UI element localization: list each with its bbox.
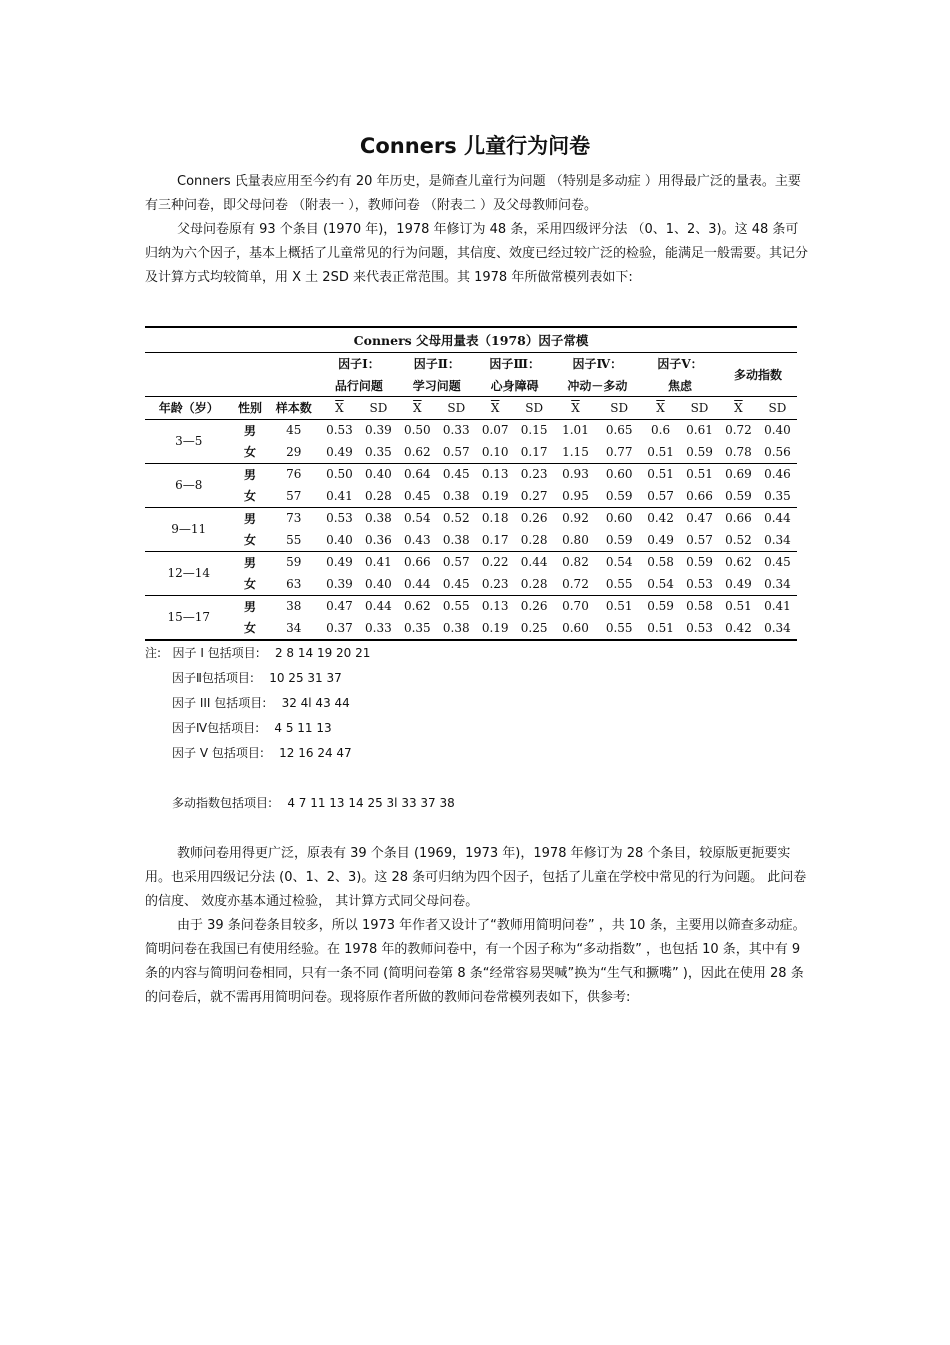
value-cell: 0.42 <box>719 617 758 640</box>
mean-symbol: $\overline{X}$ <box>335 400 344 415</box>
intro-paragraph-1: Conners 氏量表应用至今约有 20 年历史，是筛查儿童行为问题 （特别是多动症 ）用得最广泛的量表。主要有三种问卷，即父母问卷 （附表一 ），教师问卷 （附表二 ）及父母教师问卷。 <box>145 174 801 213</box>
n-cell: 29 <box>286 444 302 459</box>
table-row <box>145 441 797 463</box>
value-cell: 0.50 <box>320 463 359 485</box>
value-cell: 0.17 <box>520 444 548 459</box>
value-cell: 0.60 <box>597 507 641 529</box>
intro-paragraph-2: 父母问卷原有 93 个条目 (1970 年)，1978 年修订为 48 条，采用四级评分法 （0、1、2、3)。这 48 条可归纳为六个因子，基本上概括了儿童常见的行为问题，其信度、效度已经过较广泛的检验，能满足一般需要。其记分及计算方式均较简单，用 X 土 2SD 来代表正常范围。其 1978 年所做常模列表如下: <box>145 222 809 285</box>
note-row-1 <box>145 641 455 666</box>
n-cell: 45 <box>267 419 320 441</box>
value-cell: 0.15 <box>515 419 554 441</box>
value-cell: 0.57 <box>647 488 674 503</box>
value-cell: 0.64 <box>398 463 437 485</box>
value-cell: 0.47 <box>680 507 719 529</box>
note-value: 4 5 11 13 <box>274 721 332 735</box>
value-cell: 0.55 <box>605 576 633 591</box>
value-cell: 0.50 <box>398 419 437 441</box>
value-cell: 0.28 <box>365 488 392 503</box>
value-cell: 0.41 <box>359 551 398 573</box>
factor-name: 学习问题 <box>412 378 461 393</box>
n-cell: 57 <box>286 488 302 503</box>
outro-section <box>145 842 810 1010</box>
value-cell: 0.70 <box>554 595 598 617</box>
value-cell: 0.53 <box>686 576 713 591</box>
value-cell: 0.57 <box>686 532 713 547</box>
value-cell: 0.33 <box>437 419 476 441</box>
value-cell: 0.26 <box>515 507 554 529</box>
value-cell: 0.78 <box>725 444 752 459</box>
value-cell: 1.01 <box>554 419 598 441</box>
page-title: Conners 儿童行为问卷 <box>359 134 591 158</box>
value-cell: 0.41 <box>326 488 353 503</box>
value-cell: 0.93 <box>554 463 598 485</box>
note-value: 2 8 14 19 20 21 <box>274 646 371 660</box>
value-cell: 0.40 <box>326 532 353 547</box>
note-label: 因子 III 包括项目: <box>172 696 267 710</box>
n-cell: 73 <box>267 507 320 529</box>
age-cell: 9—11 <box>145 507 232 551</box>
col-sex: 性别 <box>232 397 267 420</box>
table-row <box>145 485 797 507</box>
value-cell: 0.59 <box>680 551 719 573</box>
note-row-4 <box>145 716 455 741</box>
col-mean <box>641 397 680 420</box>
n-cell: 34 <box>267 617 320 640</box>
value-cell: 1.15 <box>562 444 589 459</box>
value-cell: 0.42 <box>641 507 680 529</box>
header-blank <box>145 353 320 397</box>
col-n: 样本数 <box>267 397 320 420</box>
mean-symbol: $\overline{X}$ <box>571 400 580 415</box>
note-prefix: 注: <box>145 646 162 660</box>
value-cell: 0.80 <box>562 532 589 547</box>
outro-paragraph-1: 教师问卷用得更广泛，原表有 39 个条目 (1969，1973 年)，1978 年修订为 28 个条目，较原版更扼要实用。也采用四级记分法 (0、1、2、3)。这 28 条可归纳为四个因子，包括了儿童在学校中常见的行为问题。 此问卷的信度、 效度亦基本通过检验， 其计算方式同父母问卷。 <box>145 846 807 909</box>
value-cell: 0.51 <box>719 595 758 617</box>
value-cell: 0.18 <box>476 507 515 529</box>
value-cell: 0.66 <box>686 488 713 503</box>
value-cell: 0.77 <box>605 444 633 459</box>
value-cell: 0.49 <box>647 532 674 547</box>
sex-cell: 男 <box>232 551 267 573</box>
table-row <box>145 507 797 529</box>
value-cell: 0.34 <box>764 576 791 591</box>
value-cell: 0.40 <box>365 576 392 591</box>
value-cell: 0.51 <box>647 444 674 459</box>
value-cell: 0.59 <box>725 488 752 503</box>
value-cell: 0.49 <box>326 444 353 459</box>
value-cell: 0.66 <box>719 507 758 529</box>
value-cell: 0.34 <box>764 532 791 547</box>
n-cell: 55 <box>286 532 302 547</box>
value-cell: 0.45 <box>758 551 797 573</box>
mean-symbol: $\overline{X}$ <box>656 400 665 415</box>
value-cell: 0.25 <box>515 617 554 640</box>
value-cell: 0.10 <box>481 444 509 459</box>
n-cell: 38 <box>267 595 320 617</box>
index-header: 多动指数 <box>719 353 797 397</box>
value-cell: 0.60 <box>554 617 598 640</box>
value-cell: 0.44 <box>403 576 431 591</box>
value-cell: 0.49 <box>725 576 752 591</box>
value-cell: 0.28 <box>520 532 548 547</box>
intro-section <box>145 170 810 290</box>
factor-label: 因子Ⅲ： <box>476 353 554 375</box>
value-cell: 0.23 <box>515 463 554 485</box>
value-cell: 0.95 <box>562 488 589 503</box>
value-cell: 0.35 <box>764 488 791 503</box>
value-cell: 0.59 <box>605 532 633 547</box>
value-cell: 0.45 <box>442 576 470 591</box>
value-cell: 0.59 <box>686 444 713 459</box>
n-cell: 63 <box>286 576 302 591</box>
column-header-row <box>145 397 797 420</box>
note-row-3 <box>145 691 455 716</box>
factor-label: 因子Ⅱ： <box>398 353 476 375</box>
value-cell: 0.44 <box>359 595 398 617</box>
col-sd: SD <box>359 397 398 420</box>
value-cell: 0.51 <box>680 463 719 485</box>
value-cell: 0.38 <box>437 617 476 640</box>
mean-symbol: $\overline{X}$ <box>734 400 743 415</box>
value-cell: 0.43 <box>403 532 431 547</box>
col-mean <box>554 397 598 420</box>
col-mean <box>719 397 758 420</box>
note-label: 因子Ⅳ包括项目: <box>172 721 260 735</box>
note-value: 4 7 11 13 14 25 3l 33 37 38 <box>287 796 455 810</box>
value-cell: 0.62 <box>719 551 758 573</box>
value-cell: 0.47 <box>320 595 359 617</box>
mean-symbol: $\overline{X}$ <box>413 400 422 415</box>
age-cell: 3—5 <box>145 419 232 463</box>
col-sd: SD <box>515 397 554 420</box>
value-cell: 0.62 <box>398 595 437 617</box>
value-cell: 0.6 <box>641 419 680 441</box>
value-cell: 0.19 <box>481 488 509 503</box>
value-cell: 0.23 <box>481 576 509 591</box>
table-row <box>145 551 797 573</box>
note-label: 因子 I 包括项目: <box>172 646 260 660</box>
table-row <box>145 529 797 551</box>
col-mean <box>320 397 359 420</box>
table-row <box>145 595 797 617</box>
norm-table <box>145 326 797 641</box>
value-cell: 0.59 <box>641 595 680 617</box>
value-cell: 0.55 <box>437 595 476 617</box>
value-cell: 0.44 <box>758 507 797 529</box>
value-cell: 0.61 <box>680 419 719 441</box>
value-cell: 0.13 <box>476 595 515 617</box>
note-value: 32 4l 43 44 <box>281 696 350 710</box>
value-cell: 0.62 <box>403 444 431 459</box>
value-cell: 0.54 <box>597 551 641 573</box>
col-sd: SD <box>680 397 719 420</box>
col-age: 年龄（岁） <box>145 397 232 420</box>
factor-name: 冲动－多动 <box>567 378 628 393</box>
value-cell: 0.38 <box>359 507 398 529</box>
value-cell: 0.22 <box>476 551 515 573</box>
note-value: 10 25 31 37 <box>269 671 342 685</box>
note-row-5 <box>145 741 455 766</box>
col-mean <box>476 397 515 420</box>
table-caption: Conners 父母用量表（1978）因子常模 <box>145 327 797 353</box>
n-cell: 76 <box>267 463 320 485</box>
value-cell: 0.57 <box>437 551 476 573</box>
value-cell: 0.92 <box>554 507 598 529</box>
value-cell: 0.34 <box>758 617 797 640</box>
value-cell: 0.49 <box>320 551 359 573</box>
table-notes <box>145 641 455 816</box>
value-cell: 0.38 <box>442 532 470 547</box>
value-cell: 0.65 <box>597 419 641 441</box>
value-cell: 0.46 <box>758 463 797 485</box>
table-row <box>145 463 797 485</box>
value-cell: 0.55 <box>597 617 641 640</box>
sex-cell: 女 <box>243 489 256 504</box>
value-cell: 0.54 <box>647 576 674 591</box>
factor-name: 品行问题 <box>334 378 383 393</box>
factor-name: 心身障碍 <box>490 378 539 393</box>
value-cell: 0.69 <box>719 463 758 485</box>
factor-label: 因子Ⅰ： <box>320 353 398 375</box>
table-row <box>145 419 797 441</box>
value-cell: 0.72 <box>719 419 758 441</box>
note-row-2 <box>145 666 455 691</box>
sex-cell: 女 <box>243 533 256 548</box>
note-label: 因子 V 包括项目: <box>172 746 264 760</box>
value-cell: 0.40 <box>359 463 398 485</box>
value-cell: 0.58 <box>680 595 719 617</box>
value-cell: 0.27 <box>520 488 548 503</box>
note-label: 多动指数包括项目: <box>172 796 273 810</box>
n-cell: 59 <box>267 551 320 573</box>
table-caption-row <box>145 327 797 353</box>
value-cell: 0.53 <box>320 419 359 441</box>
sex-cell: 男 <box>232 419 267 441</box>
col-sd: SD <box>437 397 476 420</box>
value-cell: 0.35 <box>365 444 392 459</box>
col-sd: SD <box>597 397 641 420</box>
value-cell: 0.57 <box>442 444 470 459</box>
value-cell: 0.51 <box>641 617 680 640</box>
value-cell: 0.38 <box>442 488 470 503</box>
age-cell: 15—17 <box>145 595 232 640</box>
value-cell: 0.39 <box>326 576 353 591</box>
value-cell: 0.54 <box>398 507 437 529</box>
mean-symbol: $\overline{X}$ <box>490 400 500 415</box>
sex-cell: 男 <box>232 507 267 529</box>
factor-label: 因子Ⅳ： <box>554 353 641 375</box>
factor-label-row <box>145 353 797 375</box>
age-cell: 6—8 <box>145 463 232 507</box>
value-cell: 0.60 <box>597 463 641 485</box>
value-cell: 0.53 <box>680 617 719 640</box>
value-cell: 0.59 <box>605 488 633 503</box>
value-cell: 0.36 <box>365 532 392 547</box>
age-cell: 12—14 <box>145 551 232 595</box>
table-row <box>145 573 797 595</box>
col-sd: SD <box>758 397 797 420</box>
outro-paragraph-2: 由于 39 条问卷条目较多，所以 1973 年作者又设计了“教师用简明问卷” ，共 10 条，主要用以筛查多动症。简明问卷在我国已有使用经验。在 1978 年的教师问卷中，有一个因子称为“多动指数” ，也包括 10 条，其中有 9 条的内容与简明问卷相同，只有一条不同 (简明问卷第 8 条“经常容易哭喊”换为“生气和撅嘴” )，因此在使用 28 条的问卷后，就不需再用简明问卷。现将原作者所做的教师问卷常模列表如下，供参考: <box>145 918 806 1005</box>
value-cell: 0.45 <box>403 488 431 503</box>
value-cell: 0.66 <box>398 551 437 573</box>
value-cell: 0.07 <box>476 419 515 441</box>
value-cell: 0.51 <box>597 595 641 617</box>
note-value: 12 16 24 47 <box>279 746 352 760</box>
col-mean <box>398 397 437 420</box>
value-cell: 0.45 <box>437 463 476 485</box>
note-row-index <box>145 791 455 816</box>
sex-cell: 女 <box>243 445 256 460</box>
note-label: 因子Ⅱ包括项目: <box>172 671 254 685</box>
factor-name: 焦虑 <box>668 378 693 393</box>
value-cell: 0.44 <box>515 551 554 573</box>
value-cell: 0.39 <box>359 419 398 441</box>
sex-cell: 男 <box>232 463 267 485</box>
value-cell: 0.72 <box>562 576 589 591</box>
table-row <box>145 617 797 640</box>
factor-label: 因子Ⅴ： <box>641 353 719 375</box>
value-cell: 0.26 <box>515 595 554 617</box>
sex-cell: 女 <box>232 617 267 640</box>
value-cell: 0.28 <box>520 576 548 591</box>
value-cell: 0.56 <box>764 444 791 459</box>
value-cell: 0.52 <box>725 532 752 547</box>
value-cell: 0.17 <box>481 532 509 547</box>
value-cell: 0.35 <box>398 617 437 640</box>
value-cell: 0.58 <box>641 551 680 573</box>
value-cell: 0.82 <box>554 551 598 573</box>
sex-cell: 女 <box>243 577 256 592</box>
value-cell: 0.33 <box>359 617 398 640</box>
value-cell: 0.19 <box>476 617 515 640</box>
value-cell: 0.52 <box>437 507 476 529</box>
sex-cell: 男 <box>232 595 267 617</box>
value-cell: 0.13 <box>476 463 515 485</box>
value-cell: 0.51 <box>641 463 680 485</box>
value-cell: 0.53 <box>320 507 359 529</box>
value-cell: 0.41 <box>758 595 797 617</box>
value-cell: 0.37 <box>320 617 359 640</box>
value-cell: 0.40 <box>758 419 797 441</box>
